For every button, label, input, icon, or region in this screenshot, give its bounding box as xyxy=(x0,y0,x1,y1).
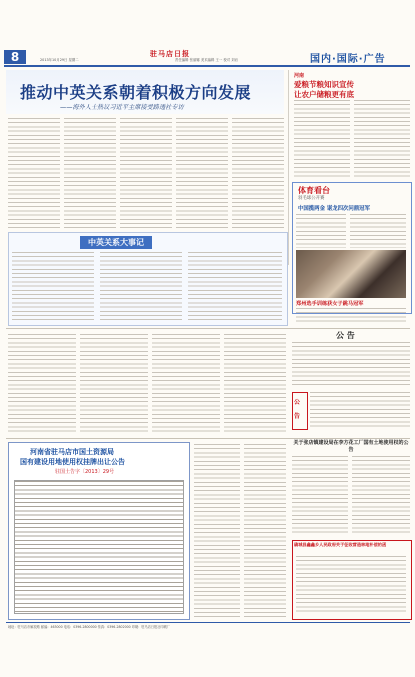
lost-notice-body-2 xyxy=(352,456,410,536)
sidebar-headline-2: 让农户储粮更有底 xyxy=(294,90,354,99)
mid-col-3 xyxy=(152,334,220,434)
sidebar-body xyxy=(294,100,350,178)
land-ad-title-2: 国有建设用地使用权挂牌出让公告 xyxy=(20,458,125,466)
sports-headline: 中国揽两金 谌龙四次问鼎冠军 xyxy=(298,206,370,212)
footer-rule xyxy=(6,622,410,623)
lead-body-col-1 xyxy=(8,118,60,230)
lead-col-rule xyxy=(288,70,289,265)
mid-col-1 xyxy=(8,334,76,434)
sidebar-body-2 xyxy=(354,100,410,178)
sidebar-headline-1: 爱粮节粮知识宣传 xyxy=(294,80,354,89)
sports-sub: 羽毛球公开赛 xyxy=(298,196,325,201)
footer-text: 地址：驻马店市解放路 邮编：463000 电话：0396-2800000 传真：0396-2802000 印刷：驻马店日报社印刷厂 xyxy=(8,625,170,629)
bottom-ad-body xyxy=(296,556,406,614)
lower-rule xyxy=(6,438,410,439)
sports-photo-caption: 郑州选手训练获女子跳马冠军 xyxy=(296,301,364,307)
notice-body-2 xyxy=(310,392,410,428)
lead-body-col-2 xyxy=(64,118,116,230)
timeline-col-3 xyxy=(188,252,282,320)
land-ad-table xyxy=(14,480,184,614)
lead-body-col-3 xyxy=(120,118,172,230)
sports-photo xyxy=(296,250,406,298)
editor-line: 责任编辑 张丽娜 美术编辑 王一 校对 刘岩 xyxy=(175,58,239,62)
bottom-ad-title: 确城县鑫鑫乡人民政府关于征收营造林地补偿的函 xyxy=(294,542,387,547)
notice-body-1 xyxy=(292,342,410,388)
mid-section-rule xyxy=(6,328,410,329)
notice-tag: 公告 xyxy=(294,399,301,420)
sports-body-2 xyxy=(350,214,406,248)
masthead-rule xyxy=(4,65,410,67)
mid-col-4 xyxy=(224,334,286,434)
sports-header: 体育看台 xyxy=(298,186,330,195)
land-ad-code: 驻国土告字〔2013〕29号 xyxy=(55,469,115,475)
lost-notice-body xyxy=(292,456,348,536)
notice-title: 公 告 xyxy=(336,331,355,340)
mid-col-2 xyxy=(80,334,148,434)
lead-body-col-4 xyxy=(176,118,228,230)
timeline-col-2 xyxy=(100,252,182,320)
date-line: 2013年10月29日 星期二 xyxy=(40,58,79,62)
lead-subhead: ——海外人士热议习近平主席接受路透社专访 xyxy=(60,104,184,111)
lead-body-col-5 xyxy=(232,118,284,230)
sports-body-1 xyxy=(296,214,346,248)
timeline-col-1 xyxy=(12,252,94,320)
timeline-header: 中英关系大事记 xyxy=(80,236,152,249)
page-number-box xyxy=(4,50,26,64)
sidebar-kicker: 河南 xyxy=(294,73,305,79)
section-name: 国内·国际·广告 xyxy=(310,54,386,65)
land-ad-title-1: 河南省驻马店市国土资源局 xyxy=(30,448,114,456)
page-number: 8 xyxy=(10,50,20,64)
sports-photo-text xyxy=(296,308,406,322)
lost-notice-title: 关于张店镇建设局在李方花工厂国有土地使用权的公告 xyxy=(293,440,409,453)
paper-title: 驻马店日报 xyxy=(150,50,190,58)
lead-headline: 推动中英关系朝着积极方向发展 xyxy=(20,83,252,102)
lower-col-1 xyxy=(194,444,240,618)
lower-col-2 xyxy=(244,444,286,618)
